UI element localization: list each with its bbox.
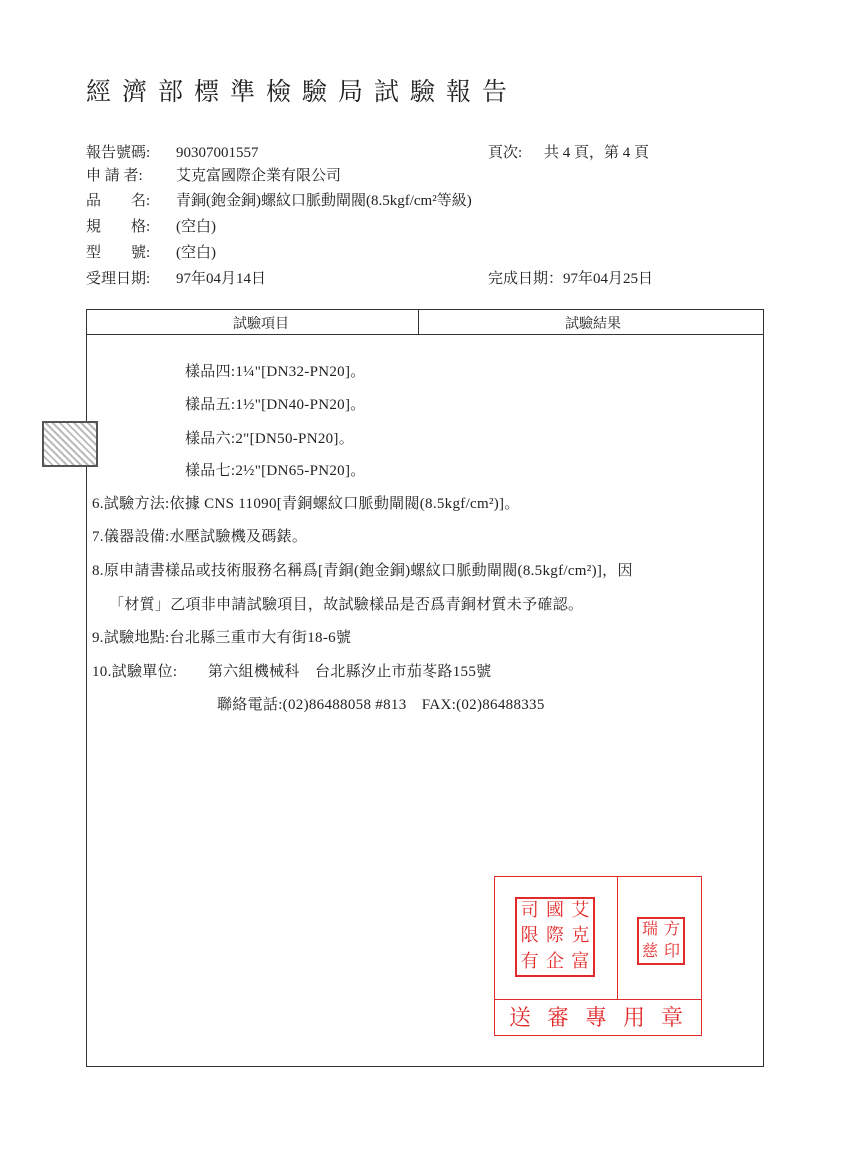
received-row xyxy=(86,267,266,288)
person-seal: 瑞 方 慈 印 xyxy=(637,917,685,965)
perforation-stamp xyxy=(42,421,98,467)
product-row xyxy=(86,189,472,210)
column-divider xyxy=(418,310,419,334)
product-label: 品 名: xyxy=(86,193,151,209)
submission-seal xyxy=(494,876,702,1036)
received-label: 受理日期: xyxy=(86,271,151,287)
item-line: 「材質」乙項非申請試驗項目，故試驗樣品是否爲青銅材質未予確認。 xyxy=(109,597,584,613)
applicant-row xyxy=(86,164,341,185)
column-header-result: 試驗結果 xyxy=(565,316,621,332)
sample-line: 樣品五:1½"[DN40-PN20]。 xyxy=(185,397,366,413)
page-label: 頁次: xyxy=(488,145,523,161)
document-title: 經濟部標準檢驗局試驗報告 xyxy=(86,77,519,106)
seal-divider xyxy=(495,999,701,1000)
product: 青銅(鉋金銅)螺紋口脈動閘閥(8.5kgf/cm²等級) xyxy=(176,193,472,209)
completed-date: 97年04月25日 xyxy=(563,271,654,287)
column-header-item: 試驗項目 xyxy=(233,316,289,332)
item-line: 7.儀器設備:水壓試驗機及碼錶。 xyxy=(92,529,308,545)
model: (空白) xyxy=(176,245,216,261)
seal-caption: 送審專用章 xyxy=(508,1006,699,1031)
sample-line: 樣品七:2½"[DN65-PN20]。 xyxy=(185,463,366,479)
item-line: 9.試驗地點:台北縣三重市大有街18-6號 xyxy=(92,630,352,646)
report-number-label: 報告號碼: xyxy=(86,145,151,161)
applicant-label: 申 請 者: xyxy=(86,168,143,184)
applicant: 艾克富國際企業有限公司 xyxy=(176,168,342,184)
company-seal: 司 國 艾 限 際 克 有 企 富 xyxy=(515,897,595,977)
item-line: 10.試驗單位: 第六組機械科 台北縣汐止市茄苳路155號 xyxy=(92,664,492,680)
spec: (空白) xyxy=(176,219,216,235)
item-line: 聯絡電話:(02)86488058 #813 FAX:(02)86488335 xyxy=(217,697,545,713)
report-number: 90307001557 xyxy=(176,145,259,161)
sample-line: 樣品四:1¼"[DN32-PN20]。 xyxy=(185,364,366,380)
sample-line: 樣品六:2"[DN50-PN20]。 xyxy=(185,431,355,447)
spec-row xyxy=(86,215,216,236)
item-line: 6.試驗方法:依據 CNS 11090[青銅螺紋口脈動閘閥(8.5kgf/cm²)]。 xyxy=(92,496,520,512)
model-label: 型 號: xyxy=(86,245,151,261)
completed-label: 完成日期： xyxy=(488,271,564,287)
page-value: 共 4 頁，第 4 頁 xyxy=(544,145,650,161)
spec-label: 規 格: xyxy=(86,219,151,235)
model-row xyxy=(86,241,216,262)
seal-divider xyxy=(617,877,618,999)
table-header xyxy=(87,310,763,335)
completed-row xyxy=(488,267,653,288)
received-date: 97年04月14日 xyxy=(176,271,267,287)
item-line: 8.原申請書樣品或技術服務名稱爲[青銅(鉋金銅)螺紋口脈動閘閥(8.5kgf/cm²)]，因 xyxy=(92,563,633,579)
page-row xyxy=(488,141,649,162)
report-number-row xyxy=(86,141,259,162)
